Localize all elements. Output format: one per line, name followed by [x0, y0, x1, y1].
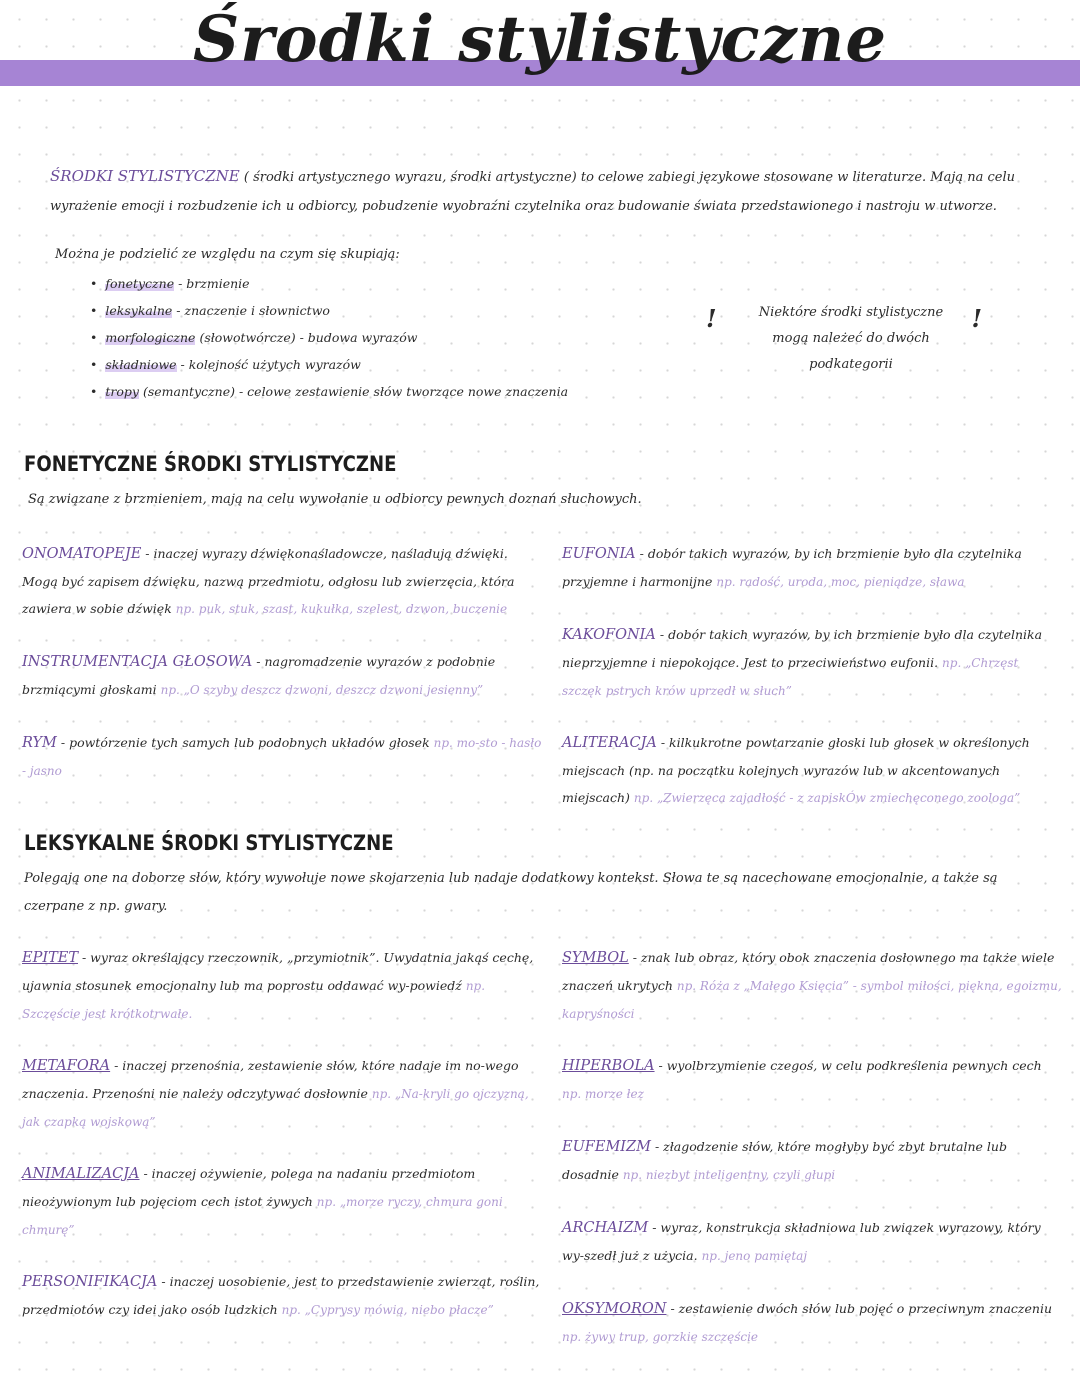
category-name: tropy	[105, 384, 139, 399]
entry-example: np. niezbyt inteligentny, czyli głupi	[622, 1168, 836, 1182]
entry-eufemizm	[562, 1133, 1062, 1189]
section-heading-fonetyczne: FONETYCZNE ŚRODKI STYLISTYCZNE	[24, 452, 397, 476]
section-heading-leksykalne: LEKSYKALNE ŚRODKI STYLISTYCZNE	[24, 831, 394, 855]
section-desc-fonetyczne: Są związane z brzmieniem, mają na celu wywołanie u odbiorcy pewnych doznań słuchowych.	[28, 492, 642, 507]
entry-example: np. „Chrzęst szczęk pstrych krów uprzedł w słuch”	[562, 656, 1019, 698]
category-name: morfologiczne	[105, 330, 196, 345]
list-item	[90, 301, 568, 328]
entry-instrumentacja	[22, 648, 542, 704]
entry-rym	[22, 729, 542, 785]
entry-term: ALITERACJA	[562, 735, 657, 751]
entry-term: RYM	[22, 735, 57, 751]
list-item	[90, 274, 568, 301]
category-desc: (słowotwórcze) - budowa wyrazów	[199, 330, 418, 345]
entry-example: np. jeno pamiętaj	[701, 1249, 808, 1263]
entry-example: np. radość, uroda, moc, pieniądze, sława	[716, 575, 965, 589]
category-desc: - kolejność użytych wyrazów	[180, 357, 361, 372]
entry-animalizacja	[22, 1160, 542, 1244]
entry-kakofonia	[562, 621, 1062, 705]
section-desc-leksykalne: Polegają one na doborze słów, który wywołuje nowe skojarzenia lub nadaje dodatkowy kontekst. Słowa te są nacechowane emocjonalnie, a także są czerpane z np. gwary.	[24, 871, 998, 914]
entry-definition: - znak lub obraz, który obok znaczenia dosłownego ma także wiele znaczeń ukrytych	[562, 950, 1055, 993]
entry-oksymoron	[562, 1295, 1067, 1351]
category-name: leksykalne	[105, 303, 173, 318]
list-item	[90, 355, 568, 382]
entry-example: np. mo-sto - hasło - jasno	[22, 736, 542, 778]
list-item	[90, 328, 568, 355]
entry-example: np. żywy trup, gorzkie szczęście	[562, 1330, 759, 1344]
entry-definition: - złagodzenie słów, które mogłyby być zbyt brutalne lub dosadnie	[562, 1139, 1007, 1182]
entry-term: PERSONIFIKACJA	[22, 1274, 158, 1290]
category-desc: (semantyczne) - celowe zestawienie słów tworzące nowe znaczenia	[142, 384, 569, 399]
division-lead: Można je podzielić ze względu na czym się skupiają:	[55, 247, 400, 262]
exclamation-mark: !	[971, 304, 982, 333]
entry-definition: - inaczej uosobienie, jest to przedstawienie zwierząt, roślin, przedmiotów czy idei jako osób ludzkich	[22, 1274, 540, 1317]
entry-symbol	[562, 944, 1062, 1028]
list-item	[90, 382, 568, 409]
entry-term: EPITET	[22, 950, 78, 966]
entry-term: EUFONIA	[562, 546, 636, 562]
entry-term: KAKOFONIA	[562, 627, 656, 643]
entry-definition: - powtórzenie tych samych lub podobnych układów głosek	[60, 735, 430, 750]
entry-epitet	[22, 944, 542, 1028]
entry-example: np. Szczęście jest krótkotrwałe.	[22, 979, 486, 1021]
entry-term: ARCHAIZM	[562, 1220, 649, 1236]
entry-term: EUFEMIZM	[562, 1139, 651, 1155]
entry-definition: - dobór takich wyrazów, by ich brzmienie było dla czytelnika przyjemne i harmonijne	[562, 546, 1022, 589]
entry-example: np. morze łez	[562, 1087, 644, 1101]
entry-definition: - zestawienie dwóch słów lub pojęć o przeciwnym znaczeniu	[670, 1301, 1053, 1316]
entry-definition: - nagromadzenie wyrazów z podobnie brzmiącymi głoskami	[22, 654, 496, 697]
category-desc: - znaczenie i słownictwo	[176, 303, 330, 318]
entry-term: OKSYMORON	[562, 1301, 667, 1317]
intro-text: ( środki artystycznego wyrazu, środki artystyczne) to celowe zabiegi językowe stosowane w literaturze. Mają na celu wyrażenie emocji i rozbudzenie ich u odbiorcy, pobudzenie wyobraźni czytelnika oraz budowanie świata przedstawionego i nastroju w utworze.	[50, 170, 1016, 214]
entry-metafora	[22, 1052, 542, 1136]
entry-definition: - inaczej ożywienie, polega na nadaniu przedmiotom nieożywionym lub pojęciom cech istot żywych	[22, 1166, 476, 1209]
entry-onomatopeje	[22, 540, 542, 623]
entry-example: np. „morze ryczy, chmura goni chmurę”	[22, 1195, 503, 1237]
intro-term: ŚRODKI STYLISTYCZNE	[50, 167, 240, 185]
category-desc: - brzmienie	[178, 276, 250, 291]
entry-definition: - dobór takich wyrazów, by ich brzmienie było dla czytelnika nieprzyjemne i niepokojące. Jest to przeciwieństwo eufonii.	[562, 627, 1043, 670]
entry-term: INSTRUMENTACJA GŁOSOWA	[22, 654, 253, 670]
entry-eufonia	[562, 540, 1052, 596]
entry-aliteracja	[562, 729, 1062, 812]
page-title: Środki stylistyczne	[192, 2, 888, 77]
category-name: fonetyczne	[105, 276, 175, 291]
entry-definition: - wyraz, konstrukcja składniowa lub związek wyrazowy, który wy-szedł już z użycia.	[562, 1220, 1041, 1263]
entry-definition: - kilkukrotne powtarzanie głoski lub głosek w określonych miejscach (np. na początku kolejnych wyrazów lub w akcentowanych miejscach)	[562, 735, 1030, 805]
note-text: Niektóre środki stylistyczne mogą należeć do dwóch podkategorii	[758, 305, 944, 372]
intro-paragraph	[50, 162, 1060, 221]
entry-definition: - wyraz określający rzeczownik, „przymiotnik”. Uwydatnia jakąś cechę, ujawnia stosunek emocjonalny lub ma poprostu oddawać wy-powiedź	[22, 950, 534, 993]
entry-example: np. „Na-kryli go ojczyzną, jak czapką wojskową”	[22, 1087, 529, 1129]
entry-term: ONOMATOPEJE	[22, 546, 142, 562]
entry-term: HIPERBOLA	[562, 1058, 655, 1074]
entry-term: METAFORA	[22, 1058, 111, 1074]
exclamation-mark: !	[706, 304, 717, 333]
entry-definition: - inaczej wyrazy dźwiękonaśladowcze, naśladują dźwięki. Mogą być zapisem dźwięku, nazwą przedmiotu, odgłosu lub zwierzęcia, która zawiera w sobie dźwięk	[22, 546, 515, 616]
category-name: składniowe	[105, 357, 177, 372]
entry-term: ANIMALIZACJA	[22, 1166, 140, 1182]
note-box	[706, 300, 996, 378]
entry-example: np. „O szyby deszcz dzwoni, deszcz dzwoni jesienny”	[160, 683, 484, 697]
entry-term: SYMBOL	[562, 950, 629, 966]
entry-hiperbola	[562, 1052, 1062, 1108]
division-list	[90, 274, 568, 409]
entry-archaizm	[562, 1214, 1062, 1270]
entry-definition: - inaczej przenośnia, zestawienie słów, które nadaje im no-wego znaczenia. Przenośni nie należy odczytywać dosłownie	[22, 1058, 519, 1101]
entry-example: np. Róża z „Małego Księcia” - symbol miłości, piękna, egoizmu, kapryśności	[562, 979, 1062, 1021]
entry-definition: - wyolbrzymienie czegoś, w celu podkreślenia pewnych cech	[658, 1058, 1042, 1073]
entry-example: np. „Cyprysy mówią, niebo płacze”	[281, 1303, 494, 1317]
entry-personifikacja	[22, 1268, 542, 1324]
entry-example: np. „Zwierzęca zajadłość - z zapiskÓw zmiechęconego zoologa”	[633, 791, 1021, 805]
entry-example: np. puk, stuk, szast, kukułka, szelest, dzwon, buczenie	[175, 602, 508, 616]
